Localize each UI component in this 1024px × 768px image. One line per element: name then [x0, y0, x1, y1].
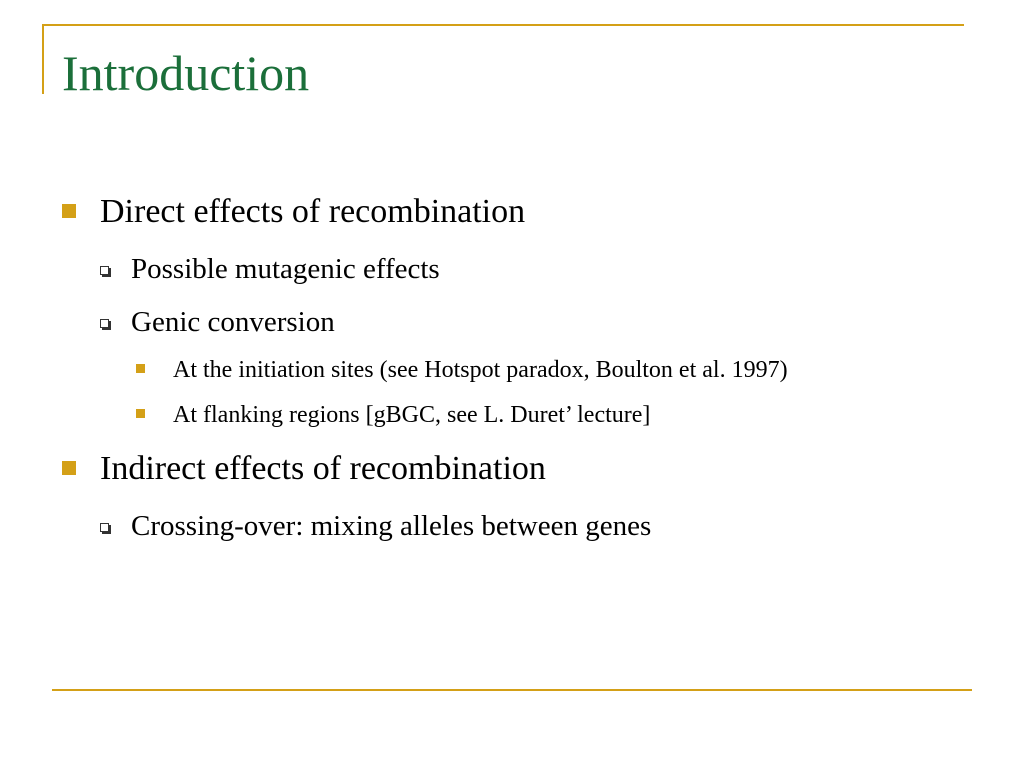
- small-square-bullet-icon: [136, 409, 145, 418]
- slide-title: Introduction: [62, 45, 310, 101]
- bullet-item-direct-effects: [62, 190, 525, 234]
- frame-bottom-rule: [52, 689, 972, 691]
- bullet-item-crossing-over: [100, 507, 651, 545]
- bullet-text: At the initiation sites (see Hotspot paradox, Boulton et al. 1997): [173, 357, 788, 383]
- bullet-item-indirect-effects: [62, 447, 546, 491]
- bullet-text: Indirect effects of recombination: [100, 450, 546, 487]
- small-square-bullet-icon: [136, 364, 145, 373]
- square-bullet-icon: [62, 204, 76, 218]
- hollow-square-bullet-icon: [100, 319, 109, 328]
- hollow-square-bullet-icon: [100, 523, 109, 532]
- bullet-item-mutagenic-effects: [100, 250, 440, 288]
- bullet-text: Genic conversion: [131, 306, 335, 338]
- bullet-item-flanking-regions: [136, 399, 650, 431]
- bullet-text: Possible mutagenic effects: [131, 253, 440, 285]
- bullet-text: At flanking regions [gBGC, see L. Duret’ lecture]: [173, 402, 651, 428]
- bullet-item-initiation-sites: [136, 354, 788, 386]
- bullet-text: Crossing-over: mixing alleles between genes: [131, 510, 652, 542]
- bullet-text: Direct effects of recombination: [100, 193, 526, 230]
- hollow-square-bullet-icon: [100, 266, 109, 275]
- square-bullet-icon: [62, 461, 76, 475]
- bullet-item-genic-conversion: [100, 303, 335, 341]
